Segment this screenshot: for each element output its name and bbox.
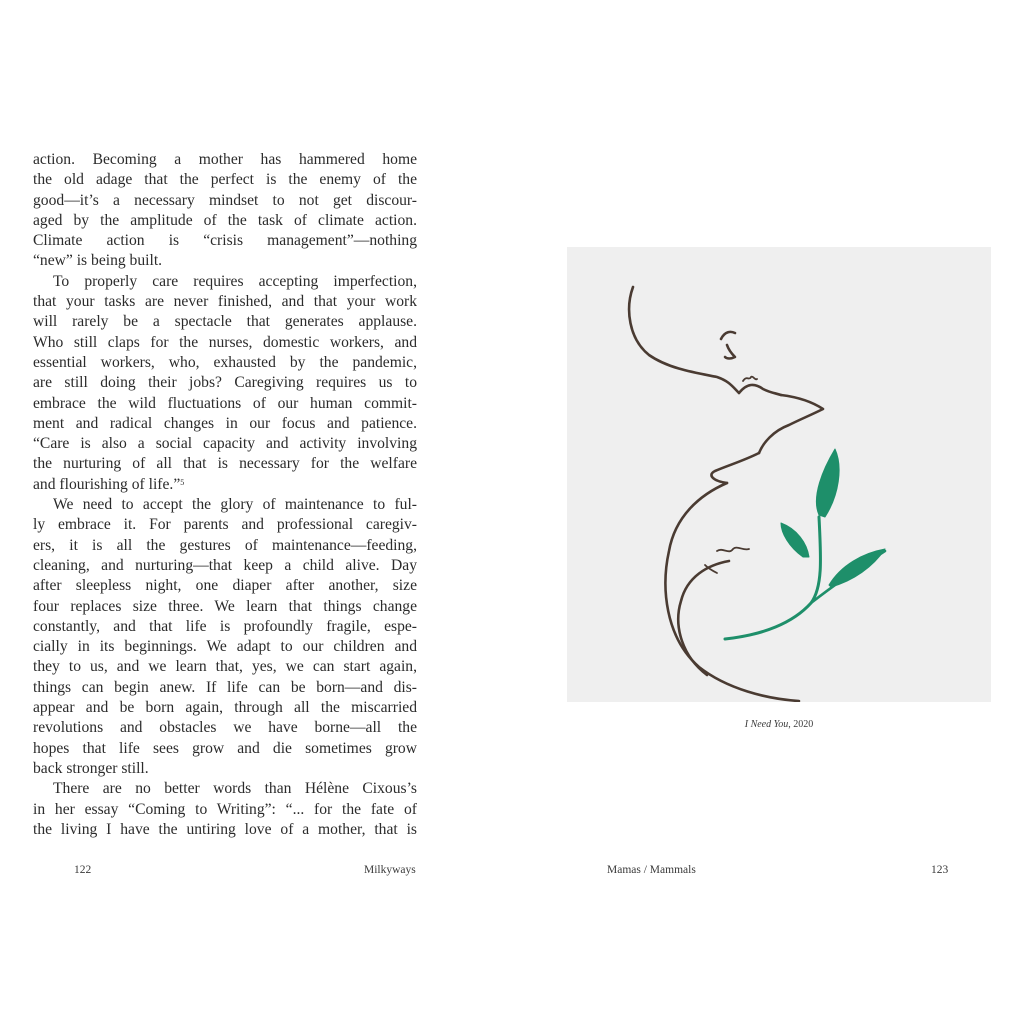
text-line: aged by the amplitude of the task of climate action. [33,211,417,229]
paragraph-3 [33,495,417,779]
text-line: cially in its beginnings. We adapt to our children and [33,638,417,656]
text-line: are still doing their jobs? Caregiving requires us to [33,374,417,392]
leaf-stem [725,517,821,639]
text-line: We need to accept the glory of maintenance to ful- [53,496,417,514]
inner-curve-stroke [678,561,729,675]
page-number-right: 123 [931,864,949,876]
running-head-right: Mamas / Mammals [607,864,696,876]
text-line: “new” is being built. [33,252,163,270]
text-line: ment and radical changes in our focus and patience. [33,414,417,432]
footnote-marker[interactable]: 5 [180,477,185,487]
leaf-left [781,523,809,557]
text-line: appear and be born again, through all the miscarried [33,699,417,717]
caption-title: I Need You [744,719,789,730]
text-line: the living I have the untiring love of a mother, that is [33,820,417,838]
text-line: ers, it is all the gestures of maintenance—feeding, [33,536,417,554]
small-face-stroke [717,548,749,552]
neck-stroke [711,453,759,483]
caption-year: , 2020 [788,719,814,730]
text-line: “Care is also a social capacity and activity involving [33,435,417,453]
text-line: ly embrace it. For parents and professional caregiv- [33,516,417,534]
text-line: they to us, and we learn that, yes, we can start again, [33,658,417,676]
text-line: constantly, and that life is profoundly fragile, espe- [33,617,417,635]
profile-head-stroke [629,287,739,393]
text-line: after sleepless night, one diaper after another, size [33,577,417,595]
artwork-illustration [567,247,991,702]
text-line: Who still claps for the nurses, domestic workers, and [33,333,417,351]
text-line: action. Becoming a mother has hammered home [33,151,417,168]
text-line: essential workers, who, exhausted by the pandemic, [33,353,417,371]
text-line: hopes that life sees grow and die sometimes grow [33,739,417,757]
paragraph-4 [33,779,417,840]
text-line: To properly care requires accepting imperfection, [53,272,417,290]
text-line: four replaces size three. We learn that things change [33,597,417,615]
eye-stroke [721,332,735,339]
text-line: the old adage that the perfect is the enemy of the [33,171,417,189]
profile-mouth-stroke [759,395,823,453]
paragraph-1 [33,150,417,272]
text-line: Climate action is “crisis management”—nothing [33,232,417,250]
text-line: embrace the wild fluctuations of our human commit- [33,394,417,412]
running-head-left: Milkyways [364,864,416,876]
leaf-top [816,449,839,517]
text-line: back stronger still. [33,759,149,777]
eye-detail-stroke [725,345,735,359]
leaf-right [829,549,885,587]
line-drawing [567,247,991,702]
lash-stroke [743,377,757,381]
text-line: things can begin anew. If life can be born—and dis- [33,678,417,696]
text-line: the nurturing of all that is necessary for the welfare [33,455,417,473]
text-line: good—it’s a necessary mindset to not get discour- [33,191,417,209]
profile-nose-stroke [739,385,781,395]
page-number-left: 122 [74,864,92,876]
text-line: cleaning, and nurturing—that keep a child alive. Day [33,556,417,574]
text-line: There are no better words than Hélène Cixous’s [53,780,417,798]
text-line: revolutions and obstacles we have borne—all the [33,719,417,737]
text-line: will rarely be a spectacle that generates applause. [33,313,417,331]
paragraph-2 [33,272,417,495]
text-line-content: and flourishing of life.” [33,475,181,493]
text-line: that your tasks are never finished, and that your work [33,293,417,311]
artwork-caption [567,719,991,730]
text-line [33,475,417,495]
text-line: in her essay “Coming to Writing”: “... for the fate of [33,800,417,818]
left-page-body [33,150,417,840]
